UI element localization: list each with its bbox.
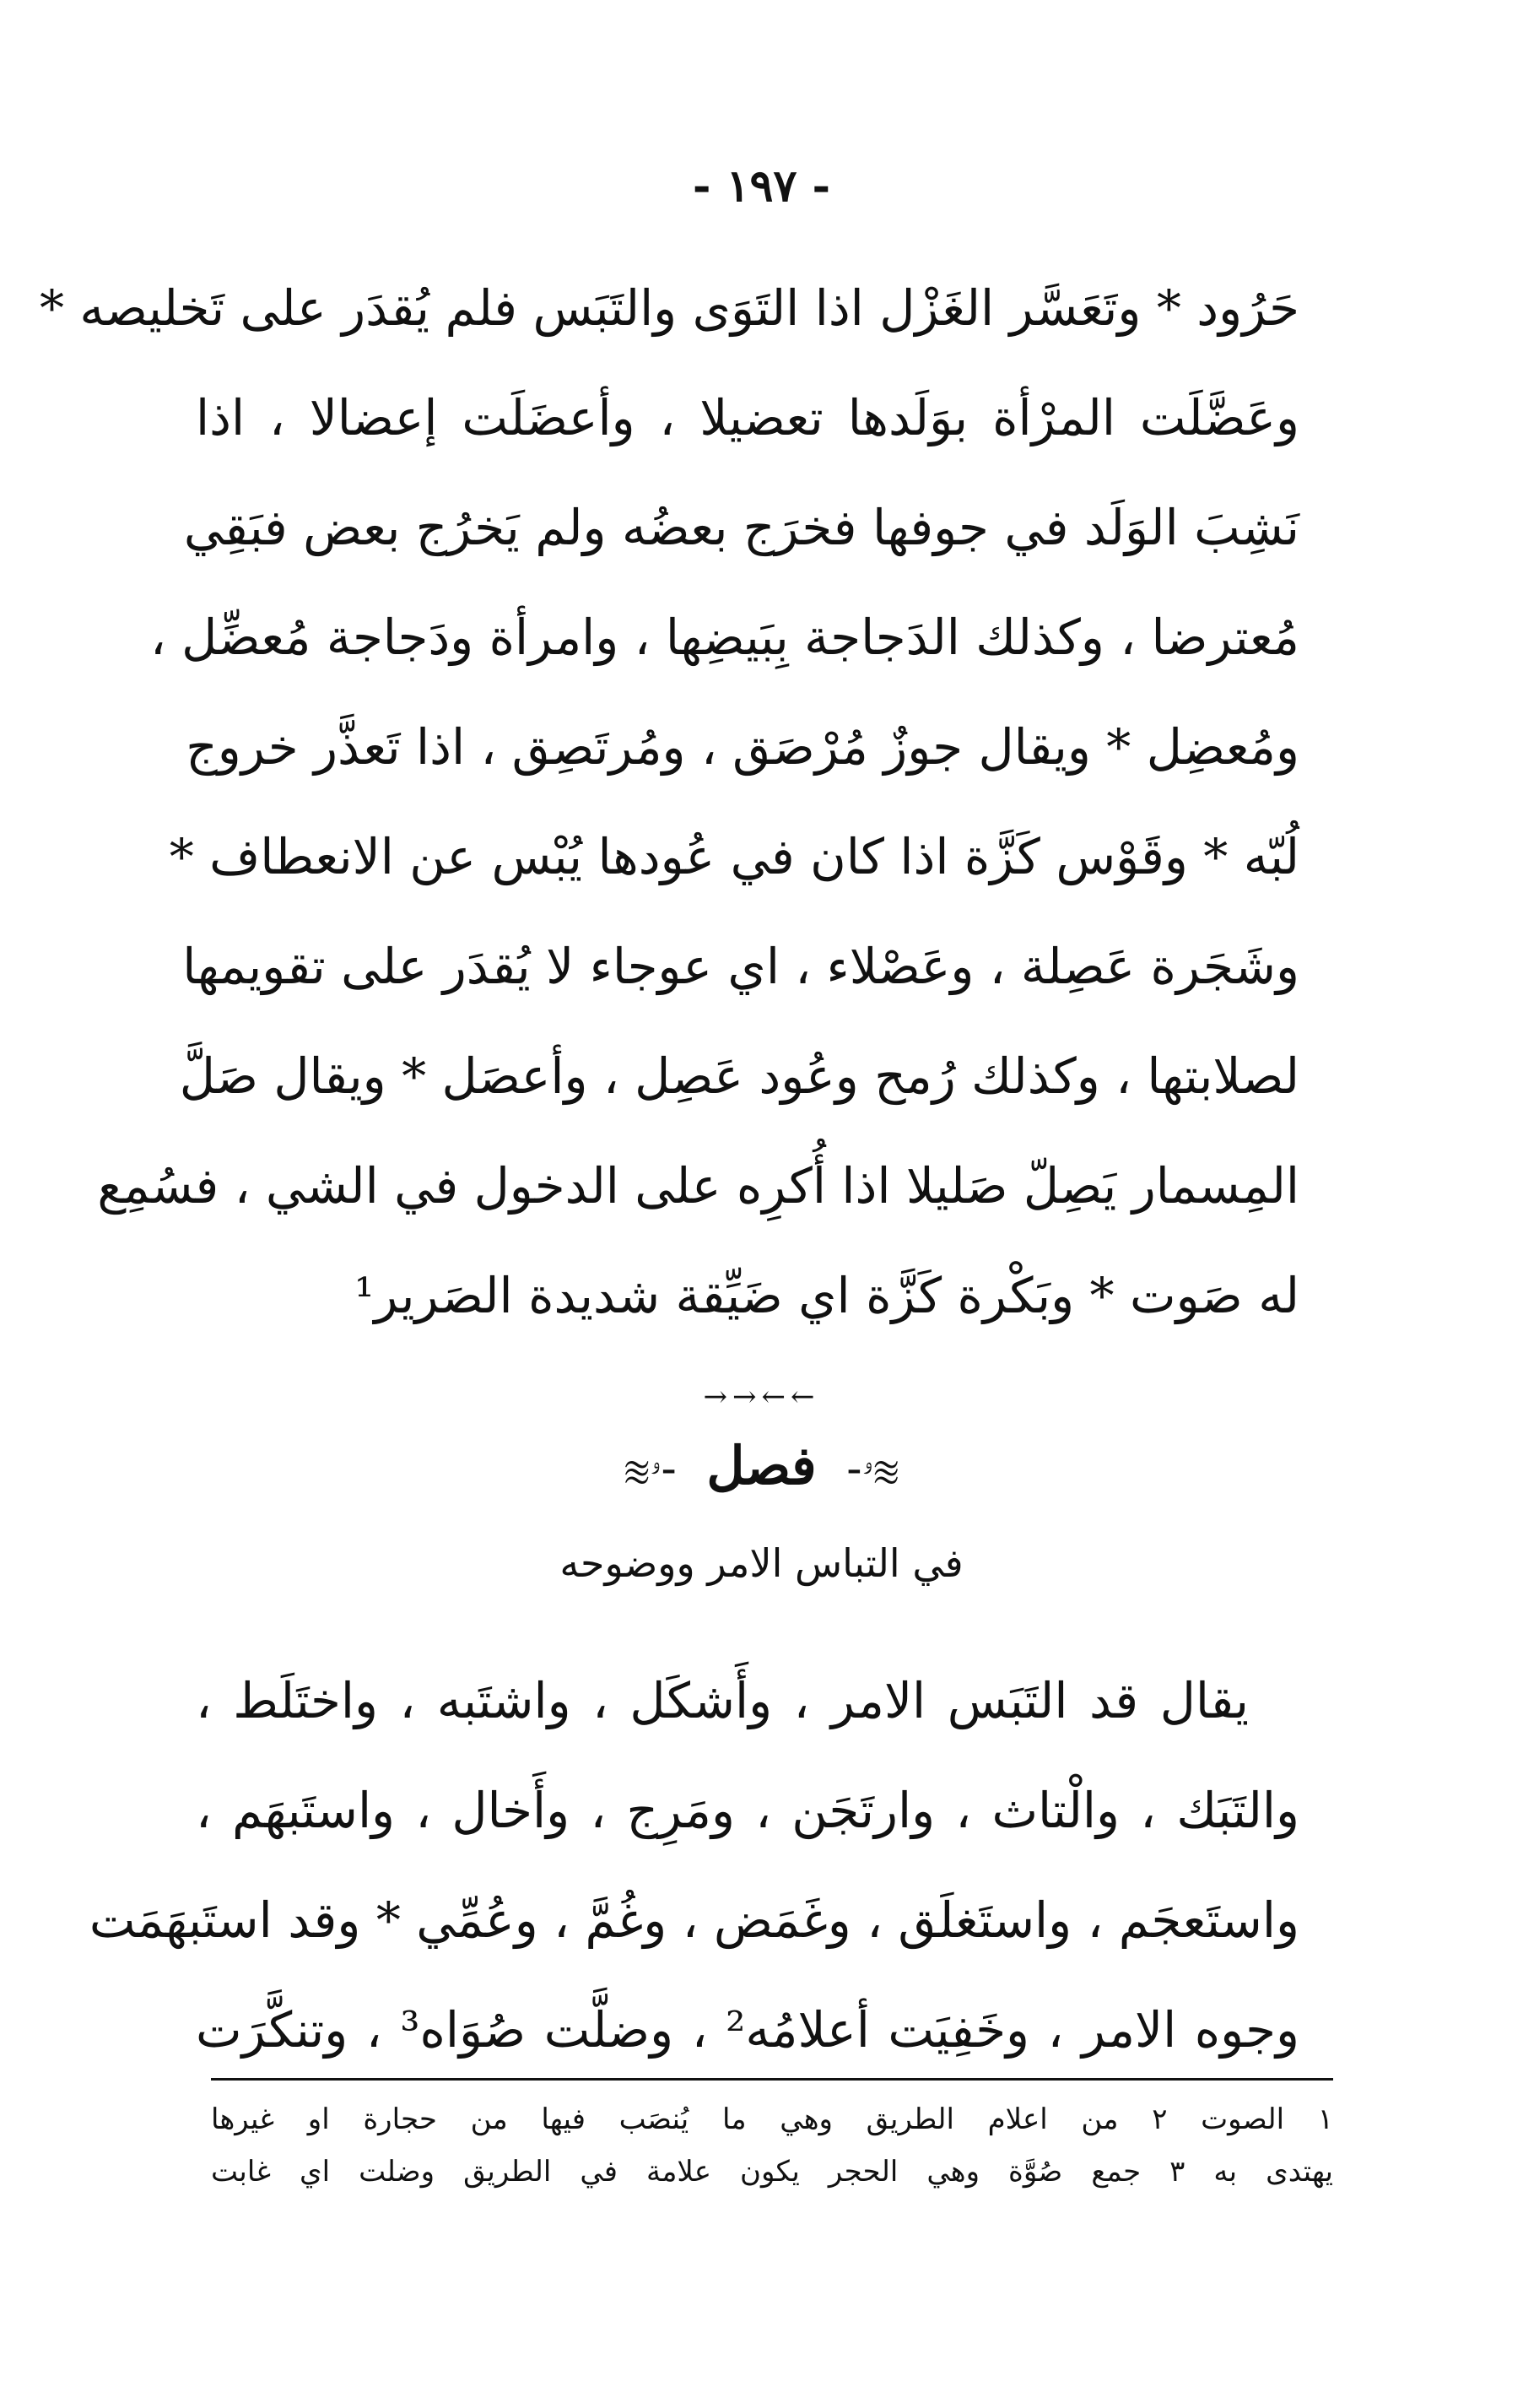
ornament-icon: ≋ۥ- (846, 1442, 899, 1495)
text-line: لُبّه * وقَوْس كَزَّة اذا كان في عُودها يُبْس عن الانعطاف * (169, 828, 1299, 885)
text-line: واستَعجَم ، واستَغلَق ، وغَمَض ، وغُمَّ ، وعُمِّي * وقد استَبهَمَت (89, 1891, 1299, 1949)
text-line: وجوه الامر ، وخَفِيَت أعلامُه² ، وضلَّت صُوَاه³ ، وتنكَّرَت (196, 2001, 1300, 2059)
text-line: والتَبَك ، والْتاث ، وارتَجَن ، ومَرِج ، وأَخال ، واستَبهَم ، (196, 1782, 1299, 1839)
text-line: حَرُود * وتَعَسَّر الغَزْل اذا التَوَى والتَبَس فلم يُقدَر على تَخليصه * (39, 279, 1299, 337)
paragraph-1 (39, 253, 1299, 1350)
text-line: لصلابتها ، وكذلك رُمح وعُود عَصِل ، وأعصَل * ويقال صَلَّ (179, 1047, 1299, 1105)
text-line: له صَوت * وبَكْرة كَزَّة اي ضَيِّقة شديدة الصَرير¹ (354, 1267, 1299, 1324)
section-heading (0, 1435, 1523, 1496)
footnotes (211, 2093, 1333, 2198)
section-title: فصل (706, 1435, 817, 1496)
footnote-line: ١ الصوت ٢ من اعلام الطريق وهي ما يُنصَب فيها من حجارة او غيرها (211, 2102, 1333, 2136)
ornament-divider: →→←← (703, 1380, 820, 1414)
footnote-divider (211, 2078, 1333, 2081)
text-line: يقال قد التَبَس الامر ، وأَشكَل ، واشتَبه ، واختَلَط ، (196, 1672, 1249, 1729)
paragraph-2 (89, 1646, 1300, 2085)
text-line: ومُعضِل * ويقال جوزٌ مُرْصَق ، ومُرتَصِق ، اذا تَعذَّر خروج (186, 718, 1299, 776)
text-line: المِسمار يَصِلّ صَليلا اذا أُكرِه على الدخول في الشي ، فسُمِع (97, 1157, 1299, 1215)
text-line: نَشِبَ الوَلَد في جوفها فخرَج بعضُه ولم يَخرُج بعض فبَقِي (183, 499, 1299, 556)
text-line: مُعترضا ، وكذلك الدَجاجة بِبَيضِها ، وامرأة ودَجاجة مُعضِّل ، (149, 609, 1299, 666)
text-line: وشَجَرة عَصِلة ، وعَصْلاء ، اي عوجاء لا يُقدَر على تقويمها (182, 938, 1299, 995)
page-number: - ١٩٧ - (692, 160, 831, 212)
text-line: وعَضَّلَت المرْأة بوَلَدها تعضيلا ، وأعضَلَت إعضالا ، اذا (196, 389, 1299, 446)
ornament-icon: -ۥ≋ (624, 1442, 677, 1495)
footnote-line: يهتدى به ٣ جمع صُوَّة وهي الحجر يكون علامة في الطريق وضلت اي غابت (211, 2155, 1333, 2189)
section-subtitle: في التباس الامر ووضوحه (559, 1540, 964, 1586)
